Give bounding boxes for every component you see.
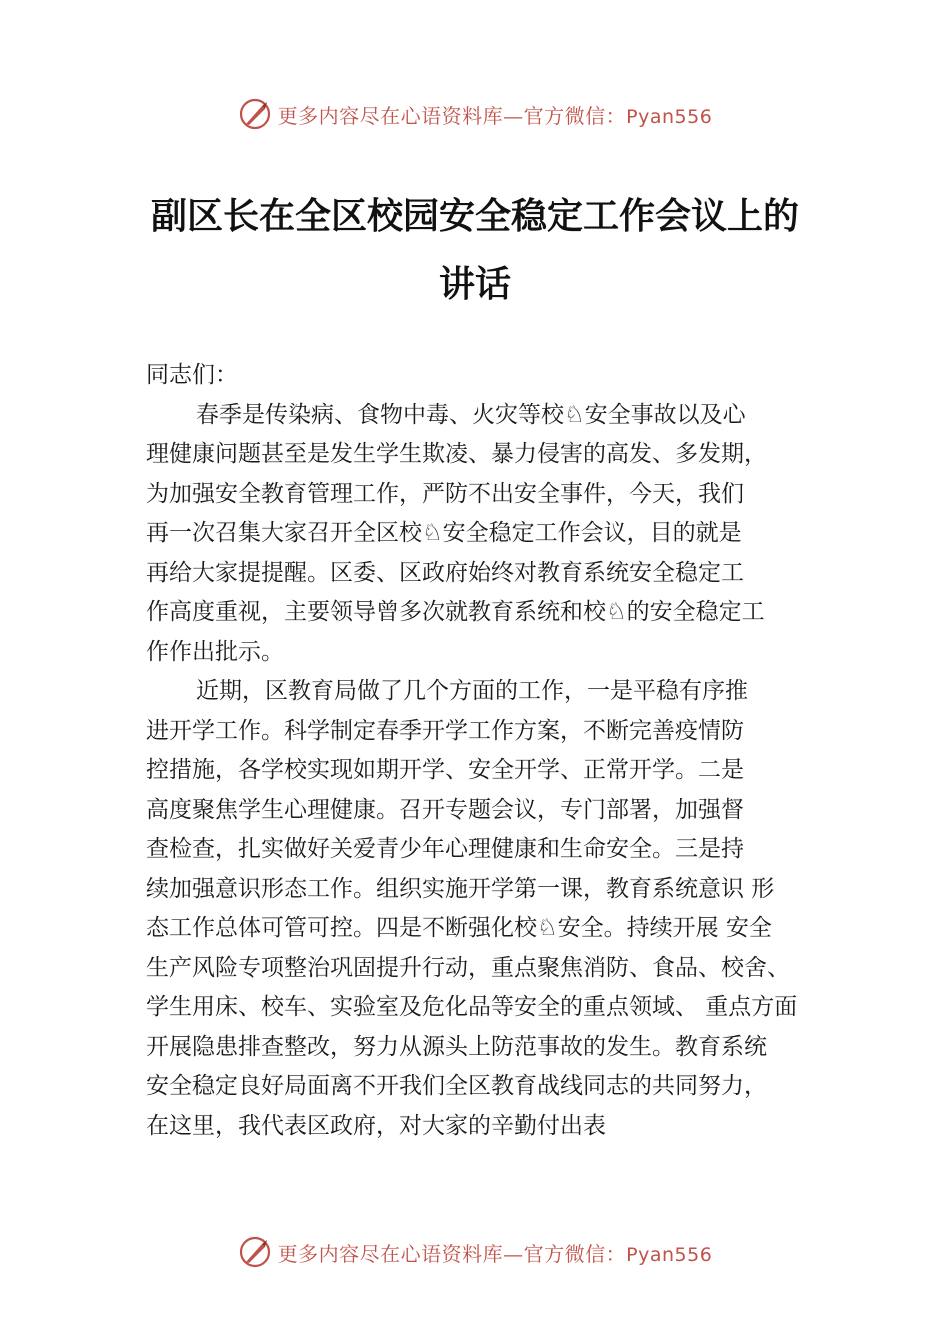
paragraph-line: 续加强意识形态工作。组织实施开学第一课，教育系统意识 形: [146, 875, 775, 902]
paragraph-line: 开展隐患排查整改，努力从源头上防范事故的发生。教育系统: [146, 1033, 767, 1060]
watermark-text: 更多内容尽在心语资料库—官方微信：Pyan556: [277, 103, 713, 128]
paragraph-line: 生产风险专项整治巩固提升行动，重点聚焦消防、食品、校舍、: [146, 954, 790, 981]
paragraph-line: 进开学工作。科学制定春季开学工作方案，不断完善疫情防: [146, 717, 744, 744]
paragraph-line: 再一次召集大家召开全区校♘安全稳定工作会议，目的就是: [146, 520, 742, 546]
paragraph-line: 理健康问题甚至是发生学生欺凌、暴力侵害的高发、多发期，: [146, 441, 767, 467]
paragraph-line: 再给大家提提醒。区委、区政府始终对教育系统安全稳定工: [146, 559, 744, 586]
title-line: 讲话: [438, 263, 511, 305]
paragraph: [146, 672, 846, 1146]
paragraph-line: 控措施，各学校实现如期开学、安全开学、正常开学。二是: [146, 757, 744, 783]
watermark-text: 更多内容尽在心语资料库—官方微信：Pyan556: [277, 1241, 713, 1266]
salutation: 同志们：: [146, 362, 238, 388]
paragraph-line: 春季是传染病、食物中毒、火灾等校♘安全事故以及心: [196, 401, 746, 428]
paragraph-line: 安全稳定良好局面离不开我们全区教育战线同志的共同努力，: [146, 1073, 767, 1099]
footer-watermark: [0, 1232, 950, 1272]
paragraph-line: 近期，区教育局做了几个方面的工作，一是平稳有序推: [196, 678, 748, 704]
header-watermark: [0, 94, 950, 134]
paragraph-line: 态工作总体可管可控。四是不断强化校♘安全。持续开展 安全: [146, 915, 772, 941]
document-body: [146, 356, 846, 1146]
paragraph-line: 作作出批示。: [146, 638, 284, 665]
paragraph: [146, 396, 846, 673]
paragraph-line: 高度聚焦学生心理健康。召开专题会议，专门部署，加强督: [146, 796, 744, 823]
paragraph-line: 为加强安全教育管理工作，严防不出安全事件，今天，我们: [146, 480, 744, 507]
title-line: 副区长在全区校园安全稳定工作会议上的: [150, 195, 799, 237]
paragraph-line: 查检查，扎实做好关爱青少年心理健康和生命安全。三是持: [146, 836, 744, 862]
paragraph-line: 在这里，我代表区政府，对大家的辛勤付出表: [146, 1112, 606, 1139]
quill-logo-icon: [238, 1235, 272, 1269]
quill-logo-icon: [238, 97, 272, 131]
document-title: [60, 182, 890, 318]
paragraph-line: 作高度重视，主要领导曾多次就教育系统和校♘的安全稳定工: [146, 599, 765, 625]
paragraph-line: 学生用床、校车、实验室及危化品等安全的重点领域、 重点方面: [146, 994, 798, 1020]
